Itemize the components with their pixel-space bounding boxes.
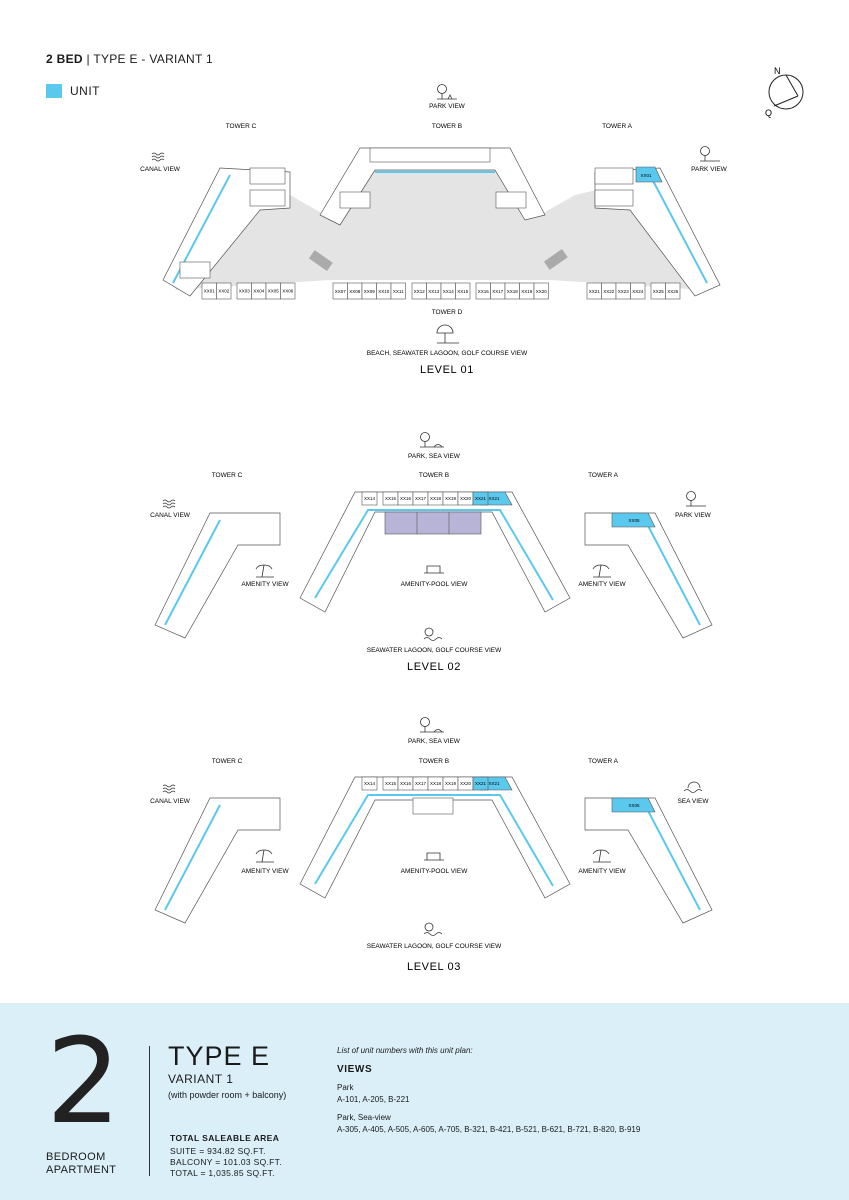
- parksea-label: Park, Sea-view: [337, 1113, 391, 1122]
- unit-label: XX15: [384, 781, 397, 786]
- unit-label: XX18: [429, 781, 442, 786]
- level01-title: LEVEL 01: [420, 364, 474, 376]
- level02-tower-a-label: TOWER A: [588, 472, 618, 479]
- unit-label: XX16: [477, 289, 489, 294]
- unit-label: XX19: [444, 496, 457, 501]
- level03-title: LEVEL 03: [407, 961, 461, 973]
- level03-tower-a-label: TOWER A: [588, 758, 618, 765]
- unit-label: XX11: [392, 289, 404, 294]
- area-total: TOTAL = 1,035.85 SQ.FT.: [170, 1168, 275, 1178]
- park-label: Park: [337, 1083, 354, 1092]
- unit-label: XX22: [603, 289, 615, 294]
- level01-canal-view: CANAL VIEW: [140, 166, 180, 173]
- unit-label: XX17: [492, 289, 504, 294]
- level01-tower-c-label: TOWER C: [225, 123, 257, 130]
- unit-label: XX06: [282, 288, 294, 294]
- level01-tower-d-label: TOWER D: [431, 309, 463, 316]
- unit-label: XX08: [349, 289, 361, 294]
- unit-label: XX04: [253, 288, 265, 294]
- unit-label: XX21: [474, 496, 487, 501]
- level02-park-sea-view: PARK, SEA VIEW: [408, 453, 460, 460]
- unit-label: XX15: [457, 289, 469, 294]
- level03-tower-b: [300, 777, 570, 898]
- level02-title: LEVEL 02: [407, 661, 461, 673]
- level03-tower-c-label: TOWER C: [211, 758, 243, 765]
- level02-seawater-view: SEAWATER LAGOON, GOLF COURSE VIEW: [366, 647, 502, 654]
- unit-label: XX21: [588, 289, 600, 294]
- unit-label: XX26: [667, 289, 679, 294]
- level03-tower-c: [155, 798, 280, 923]
- unit-label: XX07: [334, 289, 346, 294]
- legend-label: UNIT: [70, 84, 100, 98]
- level02-highlight-a-label: XX05: [628, 518, 640, 523]
- unit-label: XX15: [384, 496, 397, 501]
- tree-icon-l3: [420, 718, 444, 733]
- parksea-group: [337, 1112, 640, 1136]
- sun-sea-icon-l3: [684, 782, 702, 793]
- park-units: A-101, A-205, B-221: [337, 1095, 410, 1104]
- variant-note: (with powder room + balcony): [168, 1090, 287, 1100]
- parksea-units: A-305, A-405, A-505, A-605, A-705, B-321, B-421, B-521, B-621, B-721, B-820, B-919: [337, 1125, 641, 1134]
- compass-n: N: [774, 66, 781, 76]
- level03-amenity-pool-view: AMENITY-POOL VIEW: [400, 868, 468, 875]
- views-heading: VIEWS: [337, 1064, 373, 1075]
- pool-icon-l3: [424, 853, 444, 860]
- unit-label: XX02: [218, 288, 230, 294]
- level03-park-sea-view: PARK, SEA VIEW: [408, 738, 460, 745]
- unit-label: XX24: [632, 289, 644, 294]
- level03-canal-view: CANAL VIEW: [150, 798, 190, 805]
- unit-label: XX14: [363, 496, 376, 501]
- level03-highlight-b-label: XX21: [488, 781, 500, 786]
- area-balcony: BALCONY = 101.03 SQ.FT.: [170, 1157, 282, 1167]
- unit-label: XX18: [506, 289, 518, 294]
- variant-name: VARIANT 1: [168, 1072, 234, 1086]
- unit-label: XX12: [413, 289, 425, 294]
- level01-tower-b-label: TOWER B: [431, 123, 463, 130]
- footer-divider: [149, 1046, 150, 1176]
- header-separator: |: [82, 52, 94, 66]
- level01-highlight-label: XX01: [640, 173, 652, 178]
- unit-label: XX03: [238, 288, 250, 294]
- level03-amenity-view-left: AMENITY VIEW: [241, 868, 289, 875]
- type-variant: TYPE E - VARIANT 1: [93, 52, 213, 66]
- bedroom-label-line1: BEDROOM: [46, 1151, 106, 1163]
- waves-icon-l3: [163, 785, 175, 793]
- unit-label: XX10: [378, 289, 390, 294]
- unit-label: XX17: [414, 496, 427, 501]
- level02-tower-c-label: TOWER C: [211, 472, 243, 479]
- level03-double-height: [413, 798, 453, 814]
- level02-canal-view: CANAL VIEW: [150, 512, 190, 519]
- type-name: TYPE E: [168, 1041, 271, 1071]
- lagoon-icon-l3: [424, 923, 442, 936]
- area-suite: SUITE = 934.82 SQ.FT.: [170, 1146, 266, 1156]
- unit-label: XX21: [474, 781, 487, 786]
- unit-label: XX25: [652, 289, 664, 294]
- unit-label: XX18: [429, 496, 442, 501]
- compass-q: Q: [765, 108, 773, 118]
- level02-amenity-view-right: AMENITY VIEW: [578, 581, 626, 588]
- palm-icon-l3-left: [256, 850, 274, 862]
- bedroom-label-line2: APARTMENT: [46, 1164, 117, 1176]
- level01-beach-view: BEACH, SEAWATER LAGOON, GOLF COURSE VIEW: [366, 350, 528, 357]
- bed-count: 2 BED: [46, 52, 83, 66]
- level03-sea-view: SEA VIEW: [677, 798, 709, 805]
- level03-highlight-a-label: XX05: [628, 803, 640, 808]
- level02-highlight-b-label: XX21: [488, 496, 500, 501]
- unit-label: XX23: [617, 289, 629, 294]
- level02-amenity-view-left: AMENITY VIEW: [241, 581, 289, 588]
- area-heading: TOTAL SALEABLE AREA: [170, 1133, 280, 1143]
- level02-park-view: PARK VIEW: [675, 512, 711, 519]
- unit-label: XX05: [267, 288, 279, 294]
- unit-label: XX01: [203, 288, 215, 294]
- level02-amenity-pool-view: AMENITY-POOL VIEW: [400, 581, 468, 588]
- park-group: [337, 1082, 410, 1106]
- palm-icon-l3-right: [593, 850, 611, 862]
- unit-label: XX16: [399, 781, 412, 786]
- bedroom-label: [46, 1151, 116, 1177]
- unit-label: XX20: [535, 289, 547, 294]
- unit-label: XX17: [414, 781, 427, 786]
- level03-tower-a: [585, 798, 712, 923]
- unit-label: XX09: [363, 289, 375, 294]
- footer-panel: [0, 1003, 849, 1200]
- unit-label: XX19: [521, 289, 533, 294]
- unit-label: XX20: [459, 496, 472, 501]
- level01-park-view-top: PARK VIEW: [429, 103, 465, 110]
- bedroom-number: [46, 1012, 122, 1150]
- level03-tower-b-label: TOWER B: [418, 758, 450, 765]
- level03-seawater-view: SEAWATER LAGOON, GOLF COURSE VIEW: [366, 943, 502, 950]
- level01-tower-a-label: TOWER A: [602, 123, 632, 130]
- unit-label: XX19: [444, 781, 457, 786]
- unit-label: XX20: [459, 781, 472, 786]
- unit-label: XX16: [399, 496, 412, 501]
- unit-label: XX14: [442, 289, 454, 294]
- list-intro: List of unit numbers with this unit plan:: [337, 1046, 473, 1055]
- unit-label: XX14: [363, 781, 376, 786]
- bedroom-number-text: 2: [46, 1012, 122, 1150]
- level01-park-view-right: PARK VIEW: [691, 166, 727, 173]
- level03-amenity-view-right: AMENITY VIEW: [578, 868, 626, 875]
- unit-label: XX13: [428, 289, 440, 294]
- level02-tower-b-label: TOWER B: [418, 472, 450, 479]
